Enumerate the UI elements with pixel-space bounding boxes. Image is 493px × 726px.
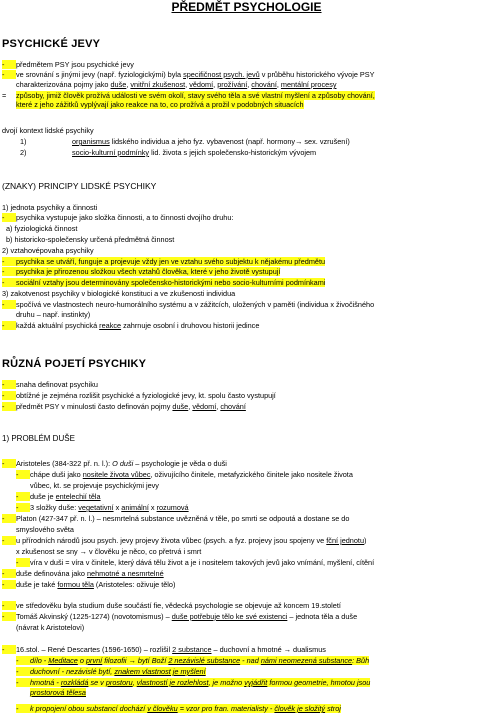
- list-item: - u přírodních národů jsou psych. jevy projevy života vůbec (psych. a fyz. projevy jsou spojeny ve fční jednotu): [2, 536, 367, 545]
- list-item: - snaha definovat psychiku: [2, 380, 98, 389]
- definition-line: které z jeho zážitků vyplývají jako reakce na to, co prožívá a prožil v podobných situacích: [16, 100, 304, 109]
- list-item: - spočívá ve vlastnostech neuro-humorálního systému a v zážitcích, uložených v paměti (individua x živočišného: [2, 300, 375, 309]
- list-item: - dílo - Meditace o první filozofii → bytí Boží 2 nezávislé substance - nad námi neomezená substance: Bůh: [16, 656, 370, 665]
- principle-1: 1) jednota psychiky a činnosti: [2, 203, 98, 212]
- list-item: - ve středověku byla studium duše součástí fie, vědecká psychologie se objevuje až koncem 19.století: [2, 601, 341, 610]
- list-item: - víra v duši = víra v činitele, který dává tělu život a je i nositelem takových jevů jako vnímání, myšlení, cítění: [16, 558, 375, 567]
- list-item-cont: prostorová tělesa: [30, 688, 86, 697]
- list-item: - chápe duši jako nositele života vůbec, oživujícího činitele, metafyzického činitele jako nositele života: [16, 470, 353, 479]
- list-item: - 16.stol. – René Descartes (1596-1650) – rozlišil 2 substance – duchovní a hmotné → dualismus: [2, 645, 326, 654]
- list-item: - duše je entelechií těla: [16, 492, 101, 501]
- list-item: b) historicko-společensky určená předmětná činnost: [6, 235, 175, 244]
- list-item: - předmět PSY v minulosti často definován pojmy duše, vědomí, chování: [2, 402, 246, 411]
- page-title: PŘEDMĚT PSYCHOLOGIE: [171, 0, 322, 14]
- list-item: - sociální vztahy jsou determinovány společensko-historickými nebo socio-kulturními podmínkami: [2, 278, 326, 287]
- list-item: - duchovní - nezávislé bytí, znakem vlastnost je myšlení: [16, 667, 206, 676]
- list-item: - k propojení obou substancí dochází v člověku = vzor pro fran. materialisty - člověk je složitý stroj: [16, 704, 341, 713]
- list-item: - psychika se utváří, funguje a projevuje vždy jen ve vztahu svého subjektu k nějakému předmětu: [2, 257, 326, 266]
- list-item-cont: x zkušenost se sny → v člověku je něco, co přetrvá i smrt: [16, 547, 202, 556]
- list-item: - duše definována jako nehmotné a nesmrtelné: [2, 569, 164, 578]
- list-item: - duše je také formou těla (Aristoteles: oživuje tělo): [2, 580, 176, 589]
- list-item: - psychika vystupuje jako složka činnosti, a to činnosti dvojího druhu:: [2, 213, 234, 222]
- list-item: - 3 složky duše: vegetativní x animální x rozumová: [16, 503, 189, 512]
- list-item-cont: (návrat k Aristotelovi): [16, 623, 85, 632]
- principle-2: 2) vztahovépovaha psychiky: [2, 246, 94, 255]
- context-item: 1) organismus lidského individua a jeho fyz. vybavenost (např. hormony→ sex. vzrušení): [20, 137, 350, 146]
- context-item: 2) socio-kulturní podmínky lid. života s jejich společensko-historickým vývojem: [20, 148, 317, 157]
- list-item: - Tomáš Akvinský (1225-1274) (novotomismus) – duše potřebuje tělo ke své existenci – jednota těla a duše: [2, 612, 358, 621]
- list-item-cont: vůbec, kt. se projevuje psychickými jevy: [30, 481, 159, 490]
- heading-principy: (ZNAKY) PRINCIPY LIDSKÉ PSYCHIKY: [2, 181, 157, 191]
- principle-3: 3) zakotvenost psychiky v biologické konstituci a ve zkušenosti individua: [2, 289, 236, 298]
- list-item: - obtížné je zejména rozlišit psychické a fyziologické jevy, kt. spolu často vystupují: [2, 391, 276, 400]
- list-item: - psychika je přirozenou složkou všech vztahů člověka, které v jeho životě vystupují: [2, 267, 281, 276]
- list-item: - hmotná - rozkládá se v prostoru, vlastností je rozlehlost, je možno vyjádřit formou geometrie, hmotou jsou: [16, 678, 371, 687]
- subheading-problem-duse: 1) PROBLÉM DUŠE: [2, 434, 75, 443]
- list-item: - Platon (427-347 př. n. l.) – nesmrtelná substance uvězněná v těle, po smrti se odpoutá a dostane se do: [2, 514, 350, 523]
- list-item: - ve srovnání s jinými jevy (např. fyziologickými) byla specifičnost psych. jevů v průběhu historického vývoje PSY: [2, 70, 375, 79]
- list-item: - každá aktuální psychická reakce zahrnuje osobní i druhovou historii jedince: [2, 321, 260, 330]
- list-item: a) fyziologická činnost: [6, 224, 78, 233]
- heading-psychicke-jevy: PSYCHICKÉ JEVY: [2, 38, 101, 50]
- context-label: dvojí kontext lidské psychiky: [2, 126, 94, 135]
- list-item-cont: charakterizována pojmy jako duše, vnitřní zkušenost, vědomí, prožívání, chování, mentální procesy: [16, 80, 337, 89]
- definition-line: = způsoby, jimiž člověk prožívá události ve svém okolí, stavy svého těla a své vlastní myšlení a způsoby chování,: [2, 91, 375, 100]
- list-item: - Aristoteles (384-322 př. n. l.): O duši – psychologie je věda o duši: [2, 459, 227, 468]
- list-item-cont: druhu – např. instinkty): [16, 310, 91, 319]
- heading-pojeti: RŮZNÁ POJETÍ PSYCHIKY: [2, 358, 147, 370]
- list-item: - předmětem PSY jsou psychické jevy: [2, 60, 134, 69]
- list-item-cont: smyslového světa: [16, 525, 74, 534]
